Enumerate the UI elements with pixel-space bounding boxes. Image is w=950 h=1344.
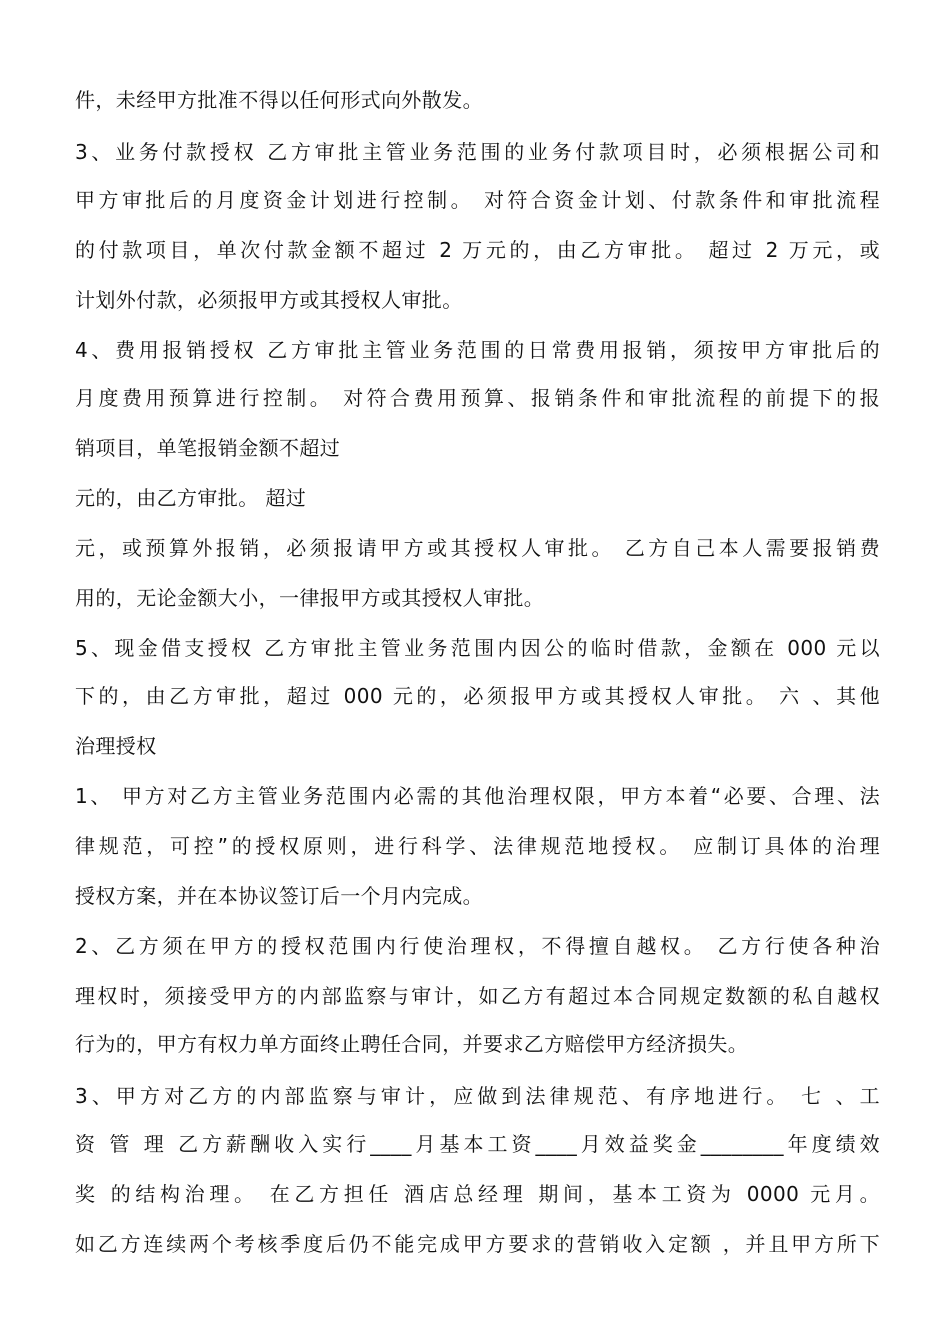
text-line: 月度费用预算进行控制。 对符合费用预算、报销条件和审批流程的前提下的报: [75, 386, 880, 410]
text-line: 律规范，可控”的授权原则，进行科学、法律规范地授权。 应制订具体的治理: [75, 834, 880, 858]
text-line: 元的，由乙方审批。 超过: [75, 486, 307, 510]
text-line: 授权方案，并在本协议签订后一个月内完成。: [75, 884, 483, 908]
text-line: 3、业务付款授权 乙方审批主管业务范围的业务付款项目时，必须根据公司和: [75, 140, 880, 164]
text-line: 如乙方连续两个考核季度后仍不能完成甲方要求的营销收入定额 ，并且甲方所下: [75, 1232, 880, 1256]
text-line: 计划外付款，必须报甲方或其授权人审批。: [75, 288, 463, 312]
text-line: 行为的，甲方有权力单方面终止聘任合同，并要求乙方赔偿甲方经济损失。: [75, 1032, 749, 1056]
text-line: 的付款项目，单次付款金额不超过 2 万元的，由乙方审批。 超过 2 万元，或: [75, 238, 880, 262]
text-line: 5、现金借支授权 乙方审批主管业务范围内因公的临时借款，金额在 000 元以: [75, 636, 880, 660]
text-line: 销项目，单笔报销金额不超过: [75, 436, 341, 460]
text-line: 奖 的结构治理。 在乙方担任 酒店总经理 期间，基本工资为 0000 元月。: [75, 1182, 880, 1206]
text-line: 资 管 理 乙方薪酬收入实行____月基本工资____月效益奖金________年度绩效: [75, 1132, 880, 1156]
text-line: 3、甲方对乙方的内部监察与审计，应做到法律规范、有序地进行。 七 、工: [75, 1084, 880, 1108]
text-line: 4、费用报销授权 乙方审批主管业务范围的日常费用报销，须按甲方审批后的: [75, 338, 880, 362]
text-line: 1、 甲方对乙方主管业务范围内必需的其他治理权限，甲方本着“必要、合理、法: [75, 784, 880, 808]
text-line: 用的，无论金额大小，一律报甲方或其授权人审批。: [75, 586, 545, 610]
text-line: 甲方审批后的月度资金计划进行控制。 对符合资金计划、付款条件和审批流程: [75, 188, 880, 212]
text-line: 下的，由乙方审批，超过 000 元的，必须报甲方或其授权人审批。 六 、其他: [75, 684, 880, 708]
text-line: 治理授权: [75, 734, 157, 758]
text-line: 件，未经甲方批准不得以任何形式向外散发。: [75, 88, 483, 112]
text-line: 元，或预算外报销，必须报请甲方或其授权人审批。 乙方自己本人需要报销费: [75, 536, 880, 560]
text-line: 2、乙方须在甲方的授权范围内行使治理权，不得擅自越权。 乙方行使各种治: [75, 934, 880, 958]
text-line: 理权时，须接受甲方的内部监察与审计，如乙方有超过本合同规定数额的私自越权: [75, 984, 880, 1008]
